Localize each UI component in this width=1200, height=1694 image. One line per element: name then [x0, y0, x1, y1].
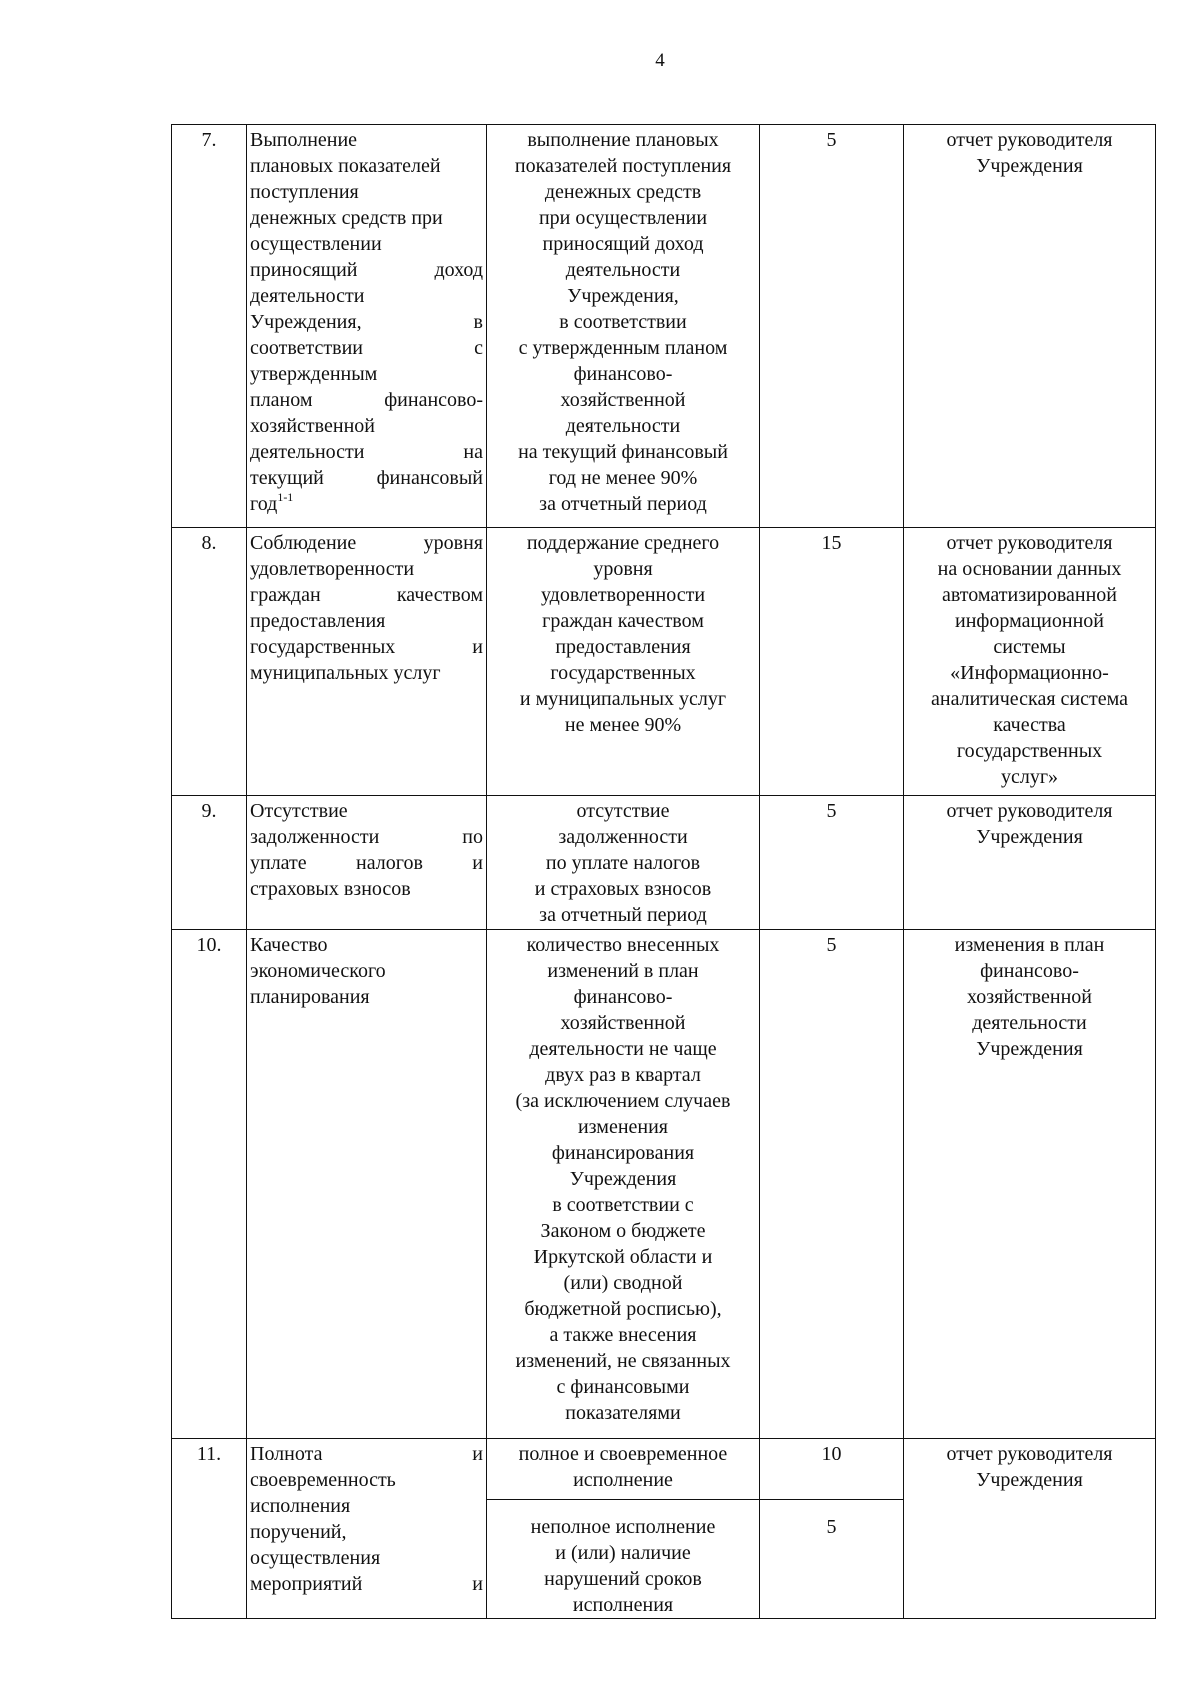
criterion-line: исполнения — [250, 1495, 351, 1517]
source-line: финансово- — [980, 960, 1079, 982]
points-cell: 5 — [760, 125, 904, 528]
source-line: отчет руководителя — [946, 1443, 1113, 1465]
word: Соблюдение — [250, 532, 357, 554]
criterion-cell — [247, 125, 487, 528]
indicator-line: финансово- — [573, 986, 673, 1008]
indicator-line: Иркутской области и — [533, 1246, 713, 1268]
table-row — [172, 1439, 1156, 1619]
word: доход — [434, 259, 483, 281]
source-line: услуг» — [1000, 766, 1059, 788]
indicator-line: приносящий доход — [542, 233, 704, 255]
indicator-line: полное и своевременное — [518, 1443, 728, 1465]
indicator-line: хозяйственной — [560, 1012, 686, 1034]
word: и — [472, 636, 483, 658]
indicator-line: и муниципальных услуг — [519, 688, 727, 710]
indicator-subcell — [487, 1439, 759, 1500]
indicator-line: в соответствии с — [552, 1194, 694, 1216]
source-cell — [904, 125, 1156, 528]
criterion-line: экономического — [250, 960, 386, 982]
indicator-line: бюджетной росписью), — [524, 1298, 722, 1320]
row-number: 11. — [172, 1439, 247, 1619]
indicator-line: деятельности — [565, 415, 681, 437]
source-line: качества — [993, 714, 1066, 736]
criterion-line: Качество — [250, 934, 328, 956]
points-subcell: 5 — [826, 1516, 837, 1538]
word: и — [472, 852, 483, 874]
indicator-line: удовлетворенности — [540, 584, 706, 606]
points-cell: 15 — [760, 528, 904, 796]
criterion-line — [250, 1441, 483, 1467]
points-cell: 5 — [760, 796, 904, 930]
criterion-line: осуществлении — [250, 233, 382, 255]
word: налогов — [356, 852, 423, 874]
indicator-line: год не менее 90% — [548, 467, 698, 489]
source-line: Учреждения — [976, 155, 1083, 177]
word: с — [474, 337, 483, 359]
source-cell — [904, 1439, 1156, 1619]
source-line: «Информационно- — [950, 662, 1109, 684]
criterion-line: муниципальных услуг — [250, 662, 441, 684]
indicator-line: уровня — [593, 558, 653, 580]
criterion-line — [250, 387, 483, 413]
page-number: 4 — [655, 50, 665, 71]
indicator-line: в соответствии — [559, 311, 687, 333]
footnote-marker: 1-1 — [277, 490, 294, 504]
source-cell — [904, 930, 1156, 1439]
word: приносящий — [250, 259, 358, 281]
criterion-last-word: год — [250, 493, 278, 515]
indicator-line: Учреждения, — [567, 285, 679, 307]
indicator-line: количество внесенных — [526, 934, 720, 956]
indicator-line: исполнения — [572, 1594, 674, 1616]
criterion-line: денежных средств при — [250, 207, 443, 229]
criterion-line — [250, 824, 483, 850]
word: государственных — [250, 636, 396, 658]
indicator-line: исполнение — [573, 1469, 673, 1491]
criterion-line: поступления — [250, 181, 359, 203]
word: Полнота — [250, 1443, 323, 1465]
criterion-line: осуществления — [250, 1547, 381, 1569]
indicator-line: хозяйственной — [560, 389, 686, 411]
row-number: 9. — [172, 796, 247, 930]
word: уплате — [250, 852, 307, 874]
indicator-line: денежных средств — [544, 181, 702, 203]
word: в — [473, 311, 483, 333]
word: финансово- — [384, 389, 483, 411]
indicator-line: а также внесения — [549, 1324, 697, 1346]
word: граждан — [250, 584, 321, 606]
criterion-line — [250, 257, 483, 283]
source-line: отчет руководителя — [946, 800, 1113, 822]
indicator-line: двух раз в квартал — [545, 1064, 701, 1086]
criterion-line: Выполнение — [250, 129, 358, 151]
criterion-line: плановых показателей — [250, 155, 441, 177]
source-line: Учреждения — [976, 1038, 1083, 1060]
row-number: 8. — [172, 528, 247, 796]
criterion-line: утвержденным — [250, 363, 378, 385]
points-cell: 5 — [760, 930, 904, 1439]
word: Учреждения, — [250, 311, 362, 333]
word: качеством — [396, 584, 483, 606]
criterion-line — [250, 465, 483, 491]
row-number: 7. — [172, 125, 247, 528]
indicator-line: за отчетный период — [539, 904, 707, 926]
criterion-cell — [247, 930, 487, 1439]
word: и — [472, 1443, 483, 1465]
source-line: информационной — [955, 610, 1104, 632]
indicator-line: не менее 90% — [564, 714, 682, 736]
indicator-line: Учреждения — [569, 1168, 677, 1190]
indicator-line: с утвержденным планом — [518, 337, 728, 359]
indicator-line: выполнение плановых — [527, 129, 719, 151]
word: мероприятий — [250, 1573, 363, 1595]
source-line: автоматизированной — [941, 584, 1117, 606]
criterion-line: предоставления — [250, 610, 386, 632]
indicator-line: финансирования — [551, 1142, 695, 1164]
indicator-cell — [487, 796, 760, 930]
indicator-line: (за исключением случаев — [515, 1090, 731, 1112]
criterion-line — [250, 634, 483, 660]
criterion-line — [250, 491, 483, 517]
indicator-cell — [487, 125, 760, 528]
criterion-cell — [247, 528, 487, 796]
indicator-line: задолженности — [558, 826, 688, 848]
source-line: отчет руководителя — [946, 532, 1113, 554]
indicator-line: Законом о бюджете — [540, 1220, 706, 1242]
criterion-line — [250, 309, 483, 335]
indicator-line: деятельности не чаще — [529, 1038, 717, 1060]
indicator-line: граждан качеством — [542, 610, 704, 632]
criterion-line — [250, 335, 483, 361]
criterion-line — [250, 850, 483, 876]
indicator-line: (или) сводной — [563, 1272, 683, 1294]
word: финансовый — [376, 467, 483, 489]
word: уровня — [423, 532, 483, 554]
indicator-line: показателей поступления — [514, 155, 732, 177]
source-line: на основании данных — [937, 558, 1122, 580]
indicator-cell — [487, 930, 760, 1439]
source-line: отчет руководителя — [946, 129, 1113, 151]
indicator-line: нарушений сроков — [544, 1568, 702, 1590]
indicator-line: отсутствие — [576, 800, 670, 822]
indicator-line: финансово- — [573, 363, 673, 385]
criterion-cell — [247, 1439, 487, 1619]
indicator-line: изменений в план — [547, 960, 699, 982]
indicator-line: деятельности — [565, 259, 681, 281]
word: задолженности — [250, 826, 380, 848]
criterion-line: хозяйственной — [250, 415, 375, 437]
source-line: Учреждения — [976, 826, 1083, 848]
source-cell — [904, 528, 1156, 796]
criterion-line — [250, 439, 483, 465]
indicator-line: при осуществлении — [538, 207, 708, 229]
criterion-line: деятельности — [250, 285, 365, 307]
word: деятельности — [250, 441, 365, 463]
criterion-line: удовлетворенности — [250, 558, 415, 580]
source-cell — [904, 796, 1156, 930]
indicator-line: за отчетный период — [539, 493, 707, 515]
indicator-line: предоставления — [555, 636, 691, 658]
source-line: хозяйственной — [967, 986, 1092, 1008]
table-row — [172, 796, 1156, 930]
indicator-cell — [487, 1439, 760, 1619]
row-number: 10. — [172, 930, 247, 1439]
indicator-line: по уплате налогов — [545, 852, 701, 874]
word: соответствии — [250, 337, 364, 359]
indicator-line: изменения — [577, 1116, 669, 1138]
criterion-line: страховых взносов — [250, 878, 411, 900]
word: на — [463, 441, 483, 463]
criterion-cell — [247, 796, 487, 930]
indicator-line: неполное исполнение — [530, 1516, 716, 1538]
criterion-line — [250, 582, 483, 608]
indicator-line: изменений, не связанных — [515, 1350, 731, 1372]
indicator-line: показателями — [565, 1402, 681, 1424]
criterion-line — [250, 1571, 483, 1597]
indicator-line: и (или) наличие — [555, 1542, 691, 1564]
points-subcell: 10 — [760, 1439, 903, 1500]
source-line: аналитическая система — [930, 688, 1129, 710]
indicator-line: государственных — [550, 662, 696, 684]
criterion-line: Отсутствие — [250, 800, 348, 822]
source-line: изменения в план — [954, 934, 1105, 956]
source-line: Учреждения — [976, 1469, 1083, 1491]
table-row — [172, 930, 1156, 1439]
criterion-line: поручений, — [250, 1521, 347, 1543]
criterion-line: своевременность — [250, 1469, 396, 1491]
word: и — [472, 1573, 483, 1595]
indicator-line: поддержание среднего — [526, 532, 720, 554]
word: текущий — [250, 467, 324, 489]
criteria-table — [171, 124, 1156, 1619]
source-line: государственных — [956, 740, 1103, 762]
table-row — [172, 528, 1156, 796]
indicator-line: и страховых взносов — [534, 878, 712, 900]
source-line: системы — [993, 636, 1066, 658]
points-cell — [760, 1439, 904, 1619]
indicator-cell — [487, 528, 760, 796]
indicator-line: с финансовыми — [556, 1376, 690, 1398]
table-row — [172, 125, 1156, 528]
indicator-line: на текущий финансовый — [518, 441, 728, 463]
source-line: деятельности — [972, 1012, 1087, 1034]
criterion-line: планирования — [250, 986, 370, 1008]
word: по — [462, 826, 483, 848]
word: планом — [250, 389, 313, 411]
indicator-subcell — [487, 1500, 759, 1618]
criterion-line — [250, 530, 483, 556]
